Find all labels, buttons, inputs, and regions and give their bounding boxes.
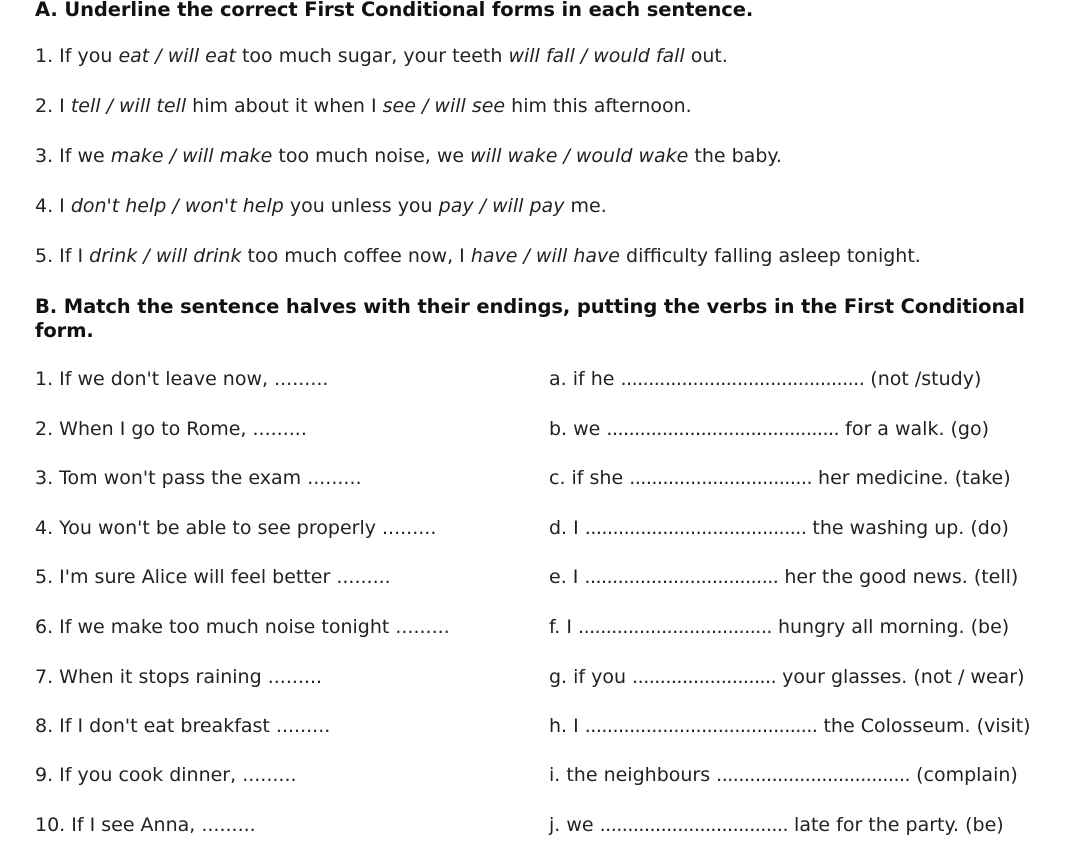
ending-suffix: the washing up. (do) (806, 517, 1009, 539)
verb-choice[interactable]: eat / will eat (118, 45, 236, 67)
verb-choice[interactable]: have / will have (470, 245, 620, 267)
text: him this afternoon. (505, 95, 692, 117)
answer-blank[interactable]: .......................................... (584, 715, 818, 737)
text: me. (564, 195, 607, 217)
sentence-start: 2. When I go to Rome, ......... (35, 418, 307, 440)
exercise-a-item (35, 145, 782, 167)
item-number: 1. (35, 45, 60, 67)
exercise-a-item (35, 45, 728, 67)
ending-suffix: her the good news. (tell) (778, 566, 1019, 588)
text: too much sugar, your teeth (235, 45, 509, 67)
verb-choice[interactable]: don't help / won't help (70, 195, 284, 217)
answer-blank[interactable]: ............................................ (620, 368, 865, 390)
sentence-ending (549, 467, 1011, 489)
text: out. (684, 45, 728, 67)
answer-blank[interactable]: .......................... (632, 666, 777, 688)
ending-suffix: her medicine. (take) (812, 467, 1011, 489)
verb-choice[interactable]: pay / will pay (438, 195, 565, 217)
answer-blank[interactable]: ................................... (716, 764, 911, 786)
text: I (59, 95, 71, 117)
ending-prefix: h. I (549, 715, 585, 737)
sentence-ending (549, 418, 989, 440)
exercise-a-item (35, 245, 921, 267)
verb-choice[interactable]: see / will see (382, 95, 506, 117)
sentence-start: 7. When it stops raining ......... (35, 666, 323, 688)
text: him about it when I (186, 95, 383, 117)
sentence-ending (549, 814, 1004, 836)
text: If we (59, 145, 111, 167)
sentence-ending (549, 517, 1009, 539)
ending-suffix: for a walk. (go) (839, 418, 990, 440)
ending-prefix: c. if she (549, 467, 630, 489)
sentence-ending (549, 368, 981, 390)
sentence-start: 9. If you cook dinner, ......... (35, 764, 297, 786)
sentence-start: 10. If I see Anna, ......... (35, 814, 256, 836)
answer-blank[interactable]: .................................. (599, 814, 788, 836)
answer-blank[interactable]: ................................... (584, 566, 779, 588)
verb-choice[interactable]: make / will make (110, 145, 273, 167)
ending-prefix: g. if you (549, 666, 633, 688)
sentence-ending (549, 666, 1025, 688)
ending-prefix: b. we (549, 418, 607, 440)
ending-prefix: d. I (549, 517, 585, 539)
section-a-heading: A. Underline the correct First Conditional forms in each sentence. (35, 0, 754, 21)
text: If I (59, 245, 90, 267)
item-number: 5. (35, 245, 60, 267)
ending-suffix: (not /study) (864, 368, 982, 390)
ending-suffix: your glasses. (not / wear) (776, 666, 1025, 688)
section-b-heading: B. Match the sentence halves with their endings, putting the verbs in the First Conditional (35, 295, 1025, 318)
answer-blank[interactable]: .......................................... (606, 418, 840, 440)
verb-choice[interactable]: drink / will drink (89, 245, 242, 267)
exercise-a-item (35, 95, 692, 117)
sentence-start: 4. You won't be able to see properly ......... (35, 517, 437, 539)
section-b-heading-continued: form. (35, 319, 94, 342)
sentence-ending (549, 566, 1018, 588)
text: difficulty falling asleep tonight. (619, 245, 921, 267)
ending-suffix: hungry all morning. (be) (771, 616, 1010, 638)
text: too much coffee now, I (241, 245, 471, 267)
verb-choice[interactable]: will fall / would fall (508, 45, 685, 67)
item-number: 3. (35, 145, 60, 167)
ending-suffix: the Colosseum. (visit) (817, 715, 1031, 737)
item-number: 4. (35, 195, 60, 217)
text: If you (59, 45, 119, 67)
answer-blank[interactable]: ........................................ (584, 517, 807, 539)
verb-choice[interactable]: tell / will tell (70, 95, 187, 117)
ending-prefix: a. if he (549, 368, 621, 390)
ending-prefix: e. I (549, 566, 585, 588)
sentence-start: 3. Tom won't pass the exam ......... (35, 467, 362, 489)
text: too much noise, we (272, 145, 471, 167)
sentence-start: 6. If we make too much noise tonight ......... (35, 616, 450, 638)
sentence-start: 8. If I don't eat breakfast ......... (35, 715, 331, 737)
ending-prefix: j. we (549, 814, 600, 836)
sentence-ending (549, 616, 1009, 638)
sentence-ending (549, 715, 1031, 737)
exercise-a-item (35, 195, 607, 217)
text: the baby. (688, 145, 782, 167)
ending-prefix: i. the neighbours (549, 764, 717, 786)
sentence-ending (549, 764, 1018, 786)
sentence-start: 1. If we don't leave now, ......... (35, 368, 329, 390)
answer-blank[interactable]: ................................. (629, 467, 813, 489)
verb-choice[interactable]: will wake / would wake (470, 145, 689, 167)
text: I (59, 195, 71, 217)
text: you unless you (283, 195, 439, 217)
sentence-start: 5. I'm sure Alice will feel better ......... (35, 566, 391, 588)
ending-suffix: late for the party. (be) (788, 814, 1004, 836)
answer-blank[interactable]: ................................... (578, 616, 772, 638)
ending-prefix: f. I (549, 616, 579, 638)
item-number: 2. (35, 95, 60, 117)
ending-suffix: (complain) (910, 764, 1018, 786)
